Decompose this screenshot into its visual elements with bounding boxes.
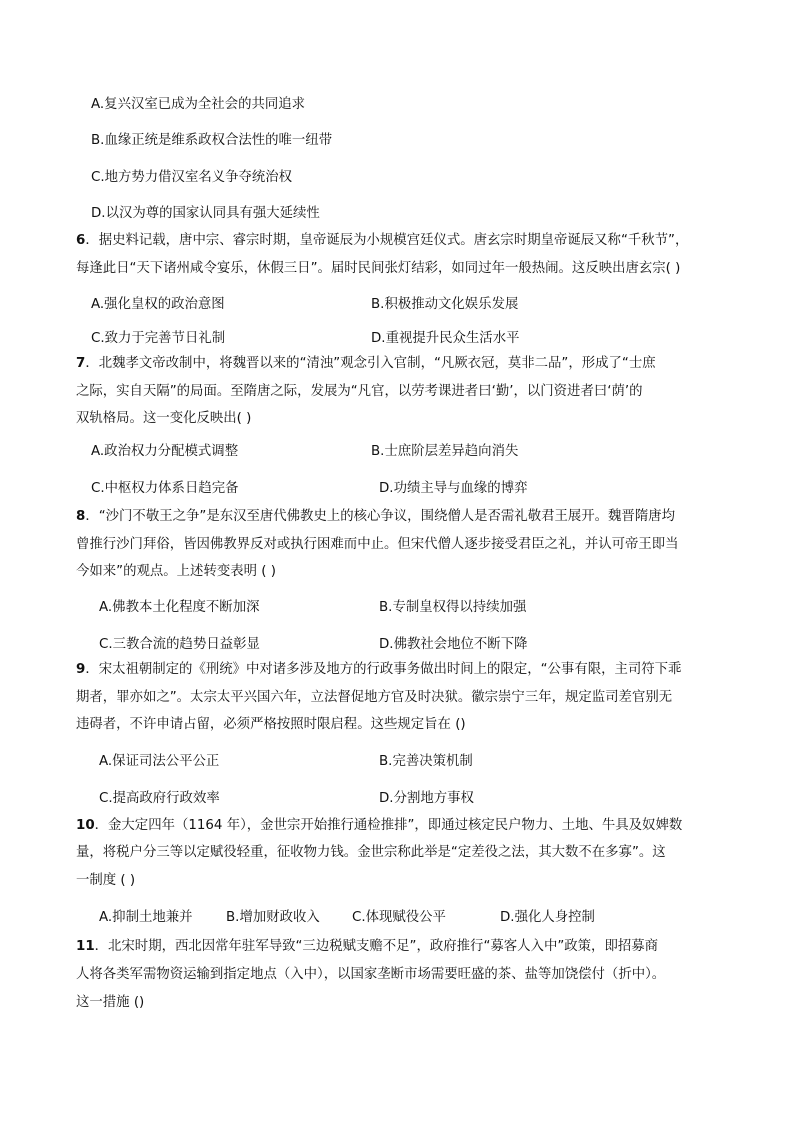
question-text: ．宋太祖朝制定的《刑统》中对诸多涉及地方的行政事务做出时间上的限定，“公事有限，主司符下乖 xyxy=(85,662,682,677)
question-text: ．据史料记载，唐中宗、睿宗时期，皇帝诞辰为小规模宫廷仪式。唐玄宗时期皇帝诞辰又称“千秋节”， xyxy=(85,233,689,248)
question-text: ．北魏孝文帝改制中，将魏晋以来的“清浊”观念引入官制，“凡厥衣冠，莫非二品”，形成了“士庶 xyxy=(85,356,656,371)
question-number: 8 xyxy=(76,509,86,524)
q6-option-a: A.强化皇权的政治意图 xyxy=(91,297,225,312)
q6-option-d: D.重视提升民众生活水平 xyxy=(371,331,520,346)
q6-option-b: B.积极推动文化娱乐发展 xyxy=(371,297,519,312)
q8-option-d: D.佛教社会地位不断下降 xyxy=(379,637,528,652)
q6-stem-line-2: 每逢此日“天下诸州咸令宴乐，休假三日”。届时民间张灯结彩，如同过年一般热闹。这反映出唐玄宗( ) xyxy=(76,261,681,276)
q10-stem-line-3: 一制度 ( ) xyxy=(76,873,136,888)
q7-option-c: C.中枢权力体系日趋完备 xyxy=(91,481,239,496)
question-number: 9 xyxy=(76,662,86,677)
q9-stem-line-1 xyxy=(76,661,681,679)
q8-option-b: B.专制皇权得以持续加强 xyxy=(379,600,527,615)
q7-option-d: D.功绩主导与血缘的博弈 xyxy=(379,481,528,496)
q5-option-a: A.复兴汉室已成为全社会的共同追求 xyxy=(91,97,306,112)
q10-option-a: A.抑制土地兼并 xyxy=(99,910,193,925)
q9-option-a: A.保证司法公平公正 xyxy=(99,754,220,769)
q8-stem-line-3: 今如来”的观点。上述转变表明 ( ) xyxy=(76,564,276,579)
q8-stem-line-1 xyxy=(76,508,675,526)
q11-stem-line-3: 这一措施 () xyxy=(76,995,145,1010)
question-text: ．“沙门不敬王之争”是东汉至唐代佛教史上的核心争议，围绕僧人是否需礼敬君王展开。魏晋隋唐均 xyxy=(85,509,675,524)
question-number: 6 xyxy=(76,233,86,248)
q7-option-a: A.政治权力分配模式调整 xyxy=(91,444,239,459)
q9-option-c: C.提高政府行政效率 xyxy=(99,791,220,806)
question-text: ．金大定四年（1164 年），金世宗开始推行通检推排”，即通过核定民户物力、土地、牛具及奴婢数 xyxy=(94,818,683,833)
q9-option-d: D.分割地方事权 xyxy=(379,791,474,806)
q5-option-c: C.地方势力借汉室名义争夺统治权 xyxy=(91,170,293,185)
q6-option-c: C.致力于完善节日礼制 xyxy=(91,331,226,346)
q9-stem-line-2: 期者，罪亦如之”。太宗太平兴国六年，立法督促地方官及时决狱。徽宗崇宁三年，规定监司差官别无 xyxy=(76,690,673,705)
q10-stem-line-1 xyxy=(76,817,682,835)
q8-stem-line-2: 曾推行沙门拜俗，皆因佛教界反对或执行困难而中止。但宋代僧人逐步接受君臣之礼，并认可帝王即当 xyxy=(76,537,679,552)
q9-stem-line-3: 违碍者，不许申请占留，必须严格按照时限启程。这些规定旨在 () xyxy=(76,717,466,732)
q7-stem-line-1 xyxy=(76,355,656,373)
q6-stem-line-1 xyxy=(76,232,688,250)
question-text: ．北宋时期，西北因常年驻军导致“三边税赋支赡不足”，政府推行“募客人入中”政策，即招募商 xyxy=(94,939,659,954)
q11-stem-line-2: 人将各类军需物资运输到指定地点（入中），以国家垄断市场需要旺盛的茶、盐等加饶偿付（折中）。 xyxy=(76,967,666,982)
q10-option-d: D.强化人身控制 xyxy=(500,910,595,925)
q5-option-d: D.以汉为尊的国家认同具有强大延续性 xyxy=(91,206,320,221)
question-number: 11 xyxy=(76,939,95,954)
q10-option-b: B.增加财政收入 xyxy=(226,910,320,925)
q7-stem-line-2: 之际，实自天隔”的局面。至隋唐之际，发展为“凡官，以劳考课进者曰‘勤’，以门资进者曰‘荫’的 xyxy=(76,384,643,399)
q10-option-c: C.体现赋役公平 xyxy=(352,910,446,925)
question-number: 10 xyxy=(76,818,95,833)
q10-stem-line-2: 量，将税户分三等以定赋役轻重，征收物力钱。金世宗称此举是“定差役之法，其大数不在多寡”。这 xyxy=(76,845,666,860)
q7-stem-line-3: 双轨格局。这一变化反映出( ) xyxy=(76,411,252,426)
q11-stem-line-1 xyxy=(76,938,658,956)
q9-option-b: B.完善决策机制 xyxy=(379,754,473,769)
q5-option-b: B.血缘正统是维系政权合法性的唯一纽带 xyxy=(91,133,333,148)
q8-option-c: C.三教合流的趋势日益彰显 xyxy=(99,637,260,652)
q7-option-b: B.士庶阶层差异趋向消失 xyxy=(371,444,519,459)
question-number: 7 xyxy=(76,356,86,371)
q8-option-a: A.佛教本土化程度不断加深 xyxy=(99,600,260,615)
